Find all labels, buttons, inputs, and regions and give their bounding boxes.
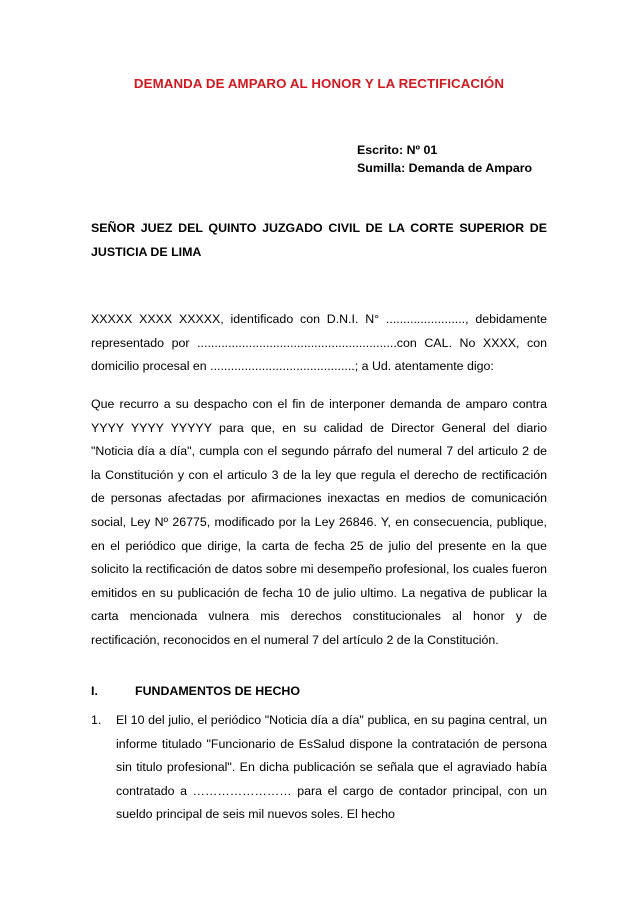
section-heading: [91, 684, 547, 698]
list-item-number: 1.: [91, 713, 102, 727]
paragraph-petition: Que recurro a su despacho con el fin de interponer demanda de amparo contra YYYY YYYY YYYYY para que, en su calidad de Director General del diario "Noticia día a día", cumpla con el segundo párrafo del numeral 7 del articulo 2 de la Constitución y con el articulo 3 de la ley que regula el derecho de rectificación de personas afectadas por afirmaciones inexactas en medios de comunicación social, Ley Nº 26775, modificado por la Ley 26846. Y, en consecuencia, publique, en el periódico que dirige, la carta de fecha 25 de julio del presente en la que solicito la rectificación de datos sobre mi desempeño profesional, los cuales fueron emitidos en su publicación de fecha 10 de julio ultimo. La negativa de publicar la carta mencionada vulnera mis derechos constitucionales al honor y de rectificación, reconocidos en el numeral 7 del artículo 2 de la Constitución.: [91, 397, 547, 647]
document-title: DEMANDA DE AMPARO AL HONOR Y LA RECTIFICACIÓN: [133, 76, 505, 91]
list-item-text: El 10 del julio, el periódico "Noticia día a día" publica, en su pagina central, un informe titulado "Funcionario de EsSalud dispone la contratación de persona sin titulo profesional". En dicha publicación se señala que el agraviado había contratado a …………………… para el cargo de contador principal, con un sueldo principal de seis mil nuevos soles. El hecho: [116, 713, 547, 822]
escrito-number: Escrito: Nº 01: [357, 143, 438, 157]
paragraph-intro: XXXXX XXXX XXXXX, identificado con D.N.I. N° ......................., debidamente representado por ..........................................................con CAL. No XXXX, con domicilio procesal en ..........................................; a Ud. atentamente digo:: [91, 312, 547, 374]
section-number: I.: [91, 684, 98, 698]
addressee: SEÑOR JUEZ DEL QUINTO JUZGADO CIVIL DE LA CORTE SUPERIOR DE JUSTICIA DE LIMA: [91, 221, 547, 259]
filing-metadata: [357, 141, 532, 177]
section-title: FUNDAMENTOS DE HECHO: [135, 684, 300, 698]
list-item: [91, 709, 547, 827]
sumilla: Sumilla: Demanda de Amparo: [357, 161, 533, 175]
